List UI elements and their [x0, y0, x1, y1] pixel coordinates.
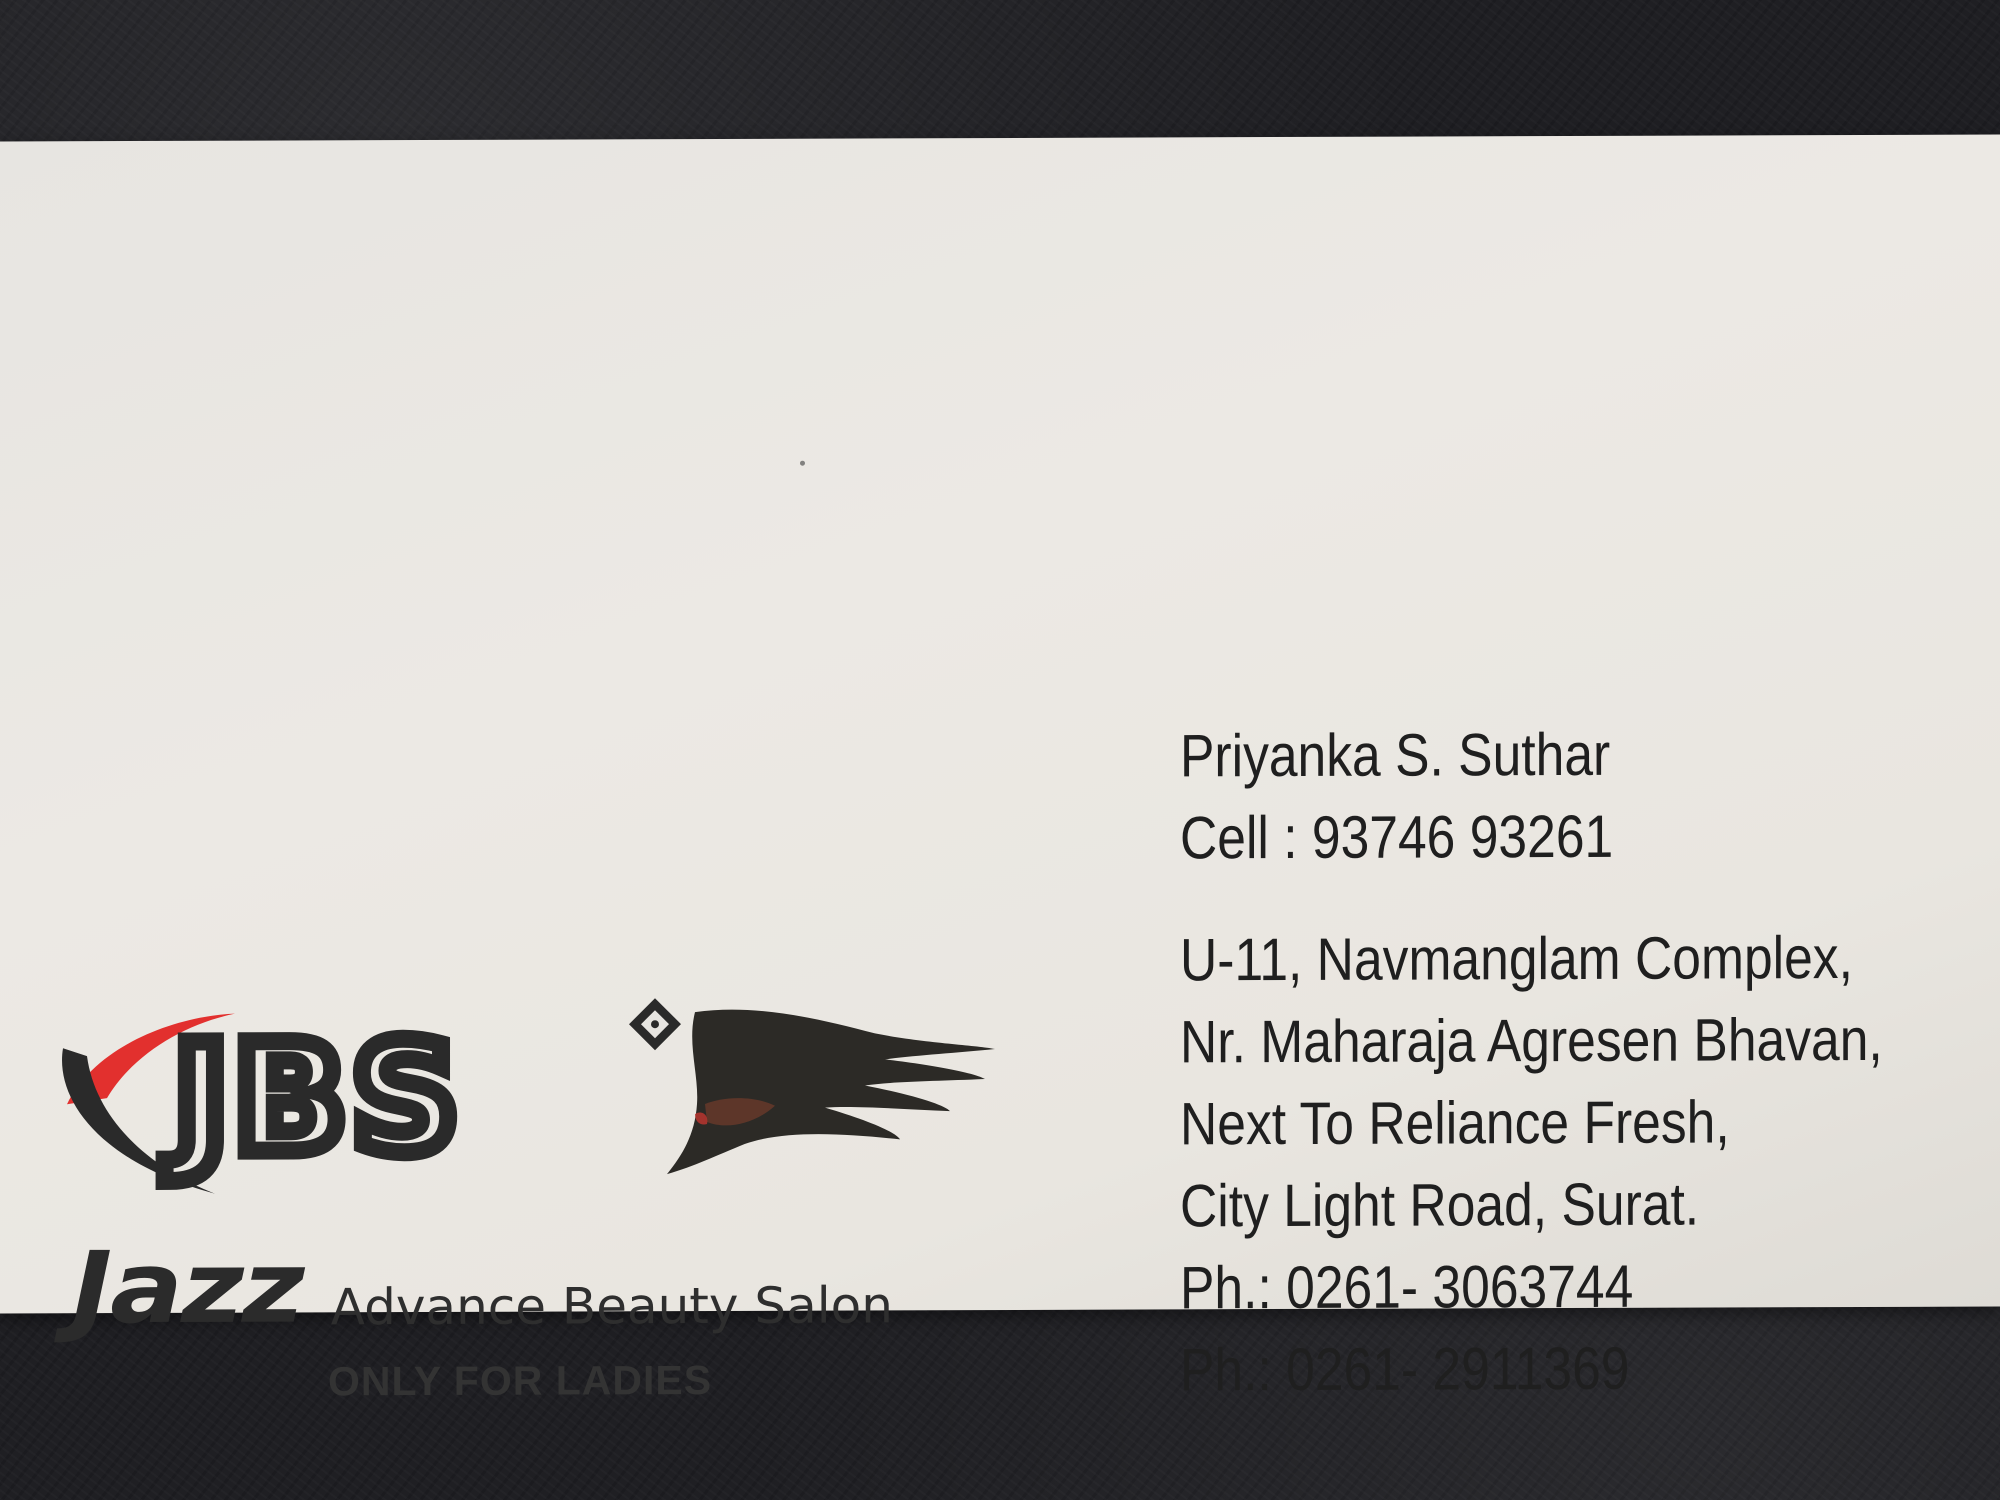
- logo-monogram: JBS: [173, 1011, 464, 1187]
- address-line: City Light Road, Surat.: [1180, 1170, 1700, 1240]
- phone-number: Ph.: 0261- 2911369: [1180, 1334, 1630, 1404]
- contact-block: [1180, 713, 1997, 1412]
- address-line: U-11, Navmanglam Complex,: [1180, 924, 1853, 994]
- ink-speck: [800, 461, 805, 466]
- brand-subtitle: Advance Beauty Salon: [330, 1276, 893, 1337]
- woman-hair-silhouette-icon: [667, 1009, 995, 1174]
- jbs-logo: [55, 983, 1015, 1216]
- phone-number: Ph.: 0261- 3063744: [1180, 1252, 1634, 1322]
- brand-name: Jazz: [72, 1230, 303, 1347]
- person-name: Priyanka S. Suthar: [1180, 720, 1611, 790]
- diamond-ornament-icon: [629, 998, 681, 1050]
- cell-number: Cell : 93746 93261: [1180, 802, 1614, 872]
- business-card: [0, 135, 2000, 1405]
- brand-block: [72, 1223, 893, 1351]
- address-line: Nr. Maharaja Agresen Bhavan,: [1180, 1005, 1883, 1076]
- address-line: Next To Reliance Fresh,: [1180, 1088, 1730, 1158]
- tagline: ONLY FOR LADIES: [328, 1357, 713, 1405]
